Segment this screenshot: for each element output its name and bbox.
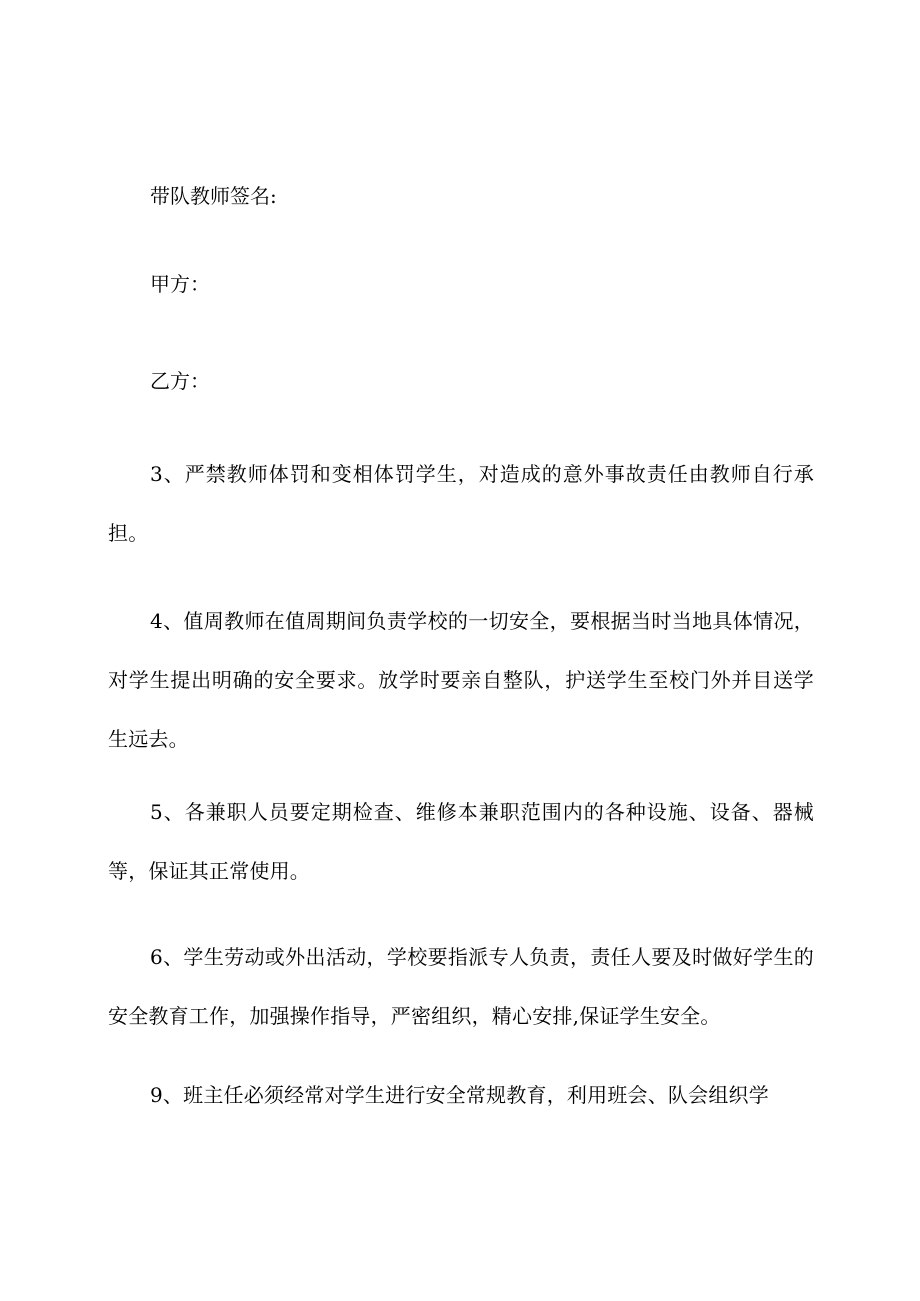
- paragraph-9: 9、班主任必须经常对学生进行安全常规教育，利用班会、队会组织学: [150, 1083, 769, 1107]
- paragraph-3: 3、严禁教师体罚和变相体罚学生，对造成的意外事故责任由教师自行承担。: [108, 462, 814, 545]
- party-b-line: 乙方：: [150, 369, 210, 393]
- paragraph-6: 6、学生劳动或外出活动，学校要指派专人负责，责任人要及时做好学生的安全教育工作，加强操作指导，严密组织，精心安排,保证学生安全。: [108, 945, 814, 1028]
- teacher-signature-line: 带队教师签名:: [150, 184, 277, 208]
- paragraph-5: 5、各兼职人员要定期检查、维修本兼职范围内的各种设施、设备、器械等，保证其正常使用。: [108, 800, 814, 883]
- paragraph-4: 4、值周教师在值周期间负责学校的一切安全，要根据当时当地具体情况，对学生提出明确的安全要求。放学时要亲自整队，护送学生至校门外并目送学生远去。: [108, 609, 814, 751]
- party-a-line: 甲方：: [150, 272, 210, 296]
